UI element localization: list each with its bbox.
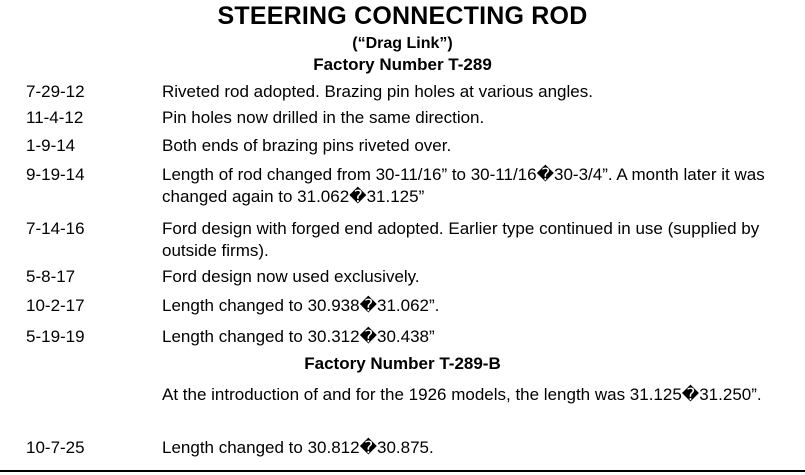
- factory-number-heading-b: Factory Number T-289-B: [304, 354, 501, 373]
- entry-text: Length of rod changed from 30-11/16” to 30-11/16�30-3/4”. A month later it was changed again to 31.062�31.125”: [162, 165, 765, 206]
- entry-date: 10-2-17: [26, 296, 85, 315]
- factory-number-heading: Factory Number T-289: [313, 55, 492, 74]
- entry-text: Length changed to 30.938�31.062”.: [162, 296, 440, 315]
- entry-text: Ford design with forged end adopted. Earlier type continued in use (supplied by outside firms).: [162, 219, 760, 260]
- entry-text: Ford design now used exclusively.: [162, 267, 420, 286]
- entry-date: 7-29-12: [26, 82, 85, 101]
- page-subtitle: (“Drag Link”): [352, 35, 453, 52]
- bottom-divider: [0, 470, 805, 472]
- page-title: STEERING CONNECTING ROD: [217, 2, 588, 30]
- entry-text: Length changed to 30.312�30.438”: [162, 327, 435, 346]
- entry-date: 5-19-19: [26, 327, 85, 346]
- entry-text: Length changed to 30.812�30.875.: [162, 438, 434, 457]
- entry-date: 1-9-14: [26, 136, 76, 155]
- entry-text: Riveted rod adopted. Brazing pin holes at various angles.: [162, 82, 593, 101]
- entry-text: Pin holes now drilled in the same direction.: [162, 108, 485, 127]
- entry-date: 7-14-16: [26, 219, 85, 238]
- entry-date: 9-19-14: [26, 165, 85, 184]
- entry-date: 11-4-12: [26, 108, 84, 127]
- entry-date: 5-8-17: [26, 267, 76, 286]
- entry-date: 10-7-25: [26, 438, 85, 457]
- entry-text: Both ends of brazing pins riveted over.: [162, 136, 452, 155]
- entry-text: At the introduction of and for the 1926 models, the length was 31.125�31.250”.: [162, 385, 762, 404]
